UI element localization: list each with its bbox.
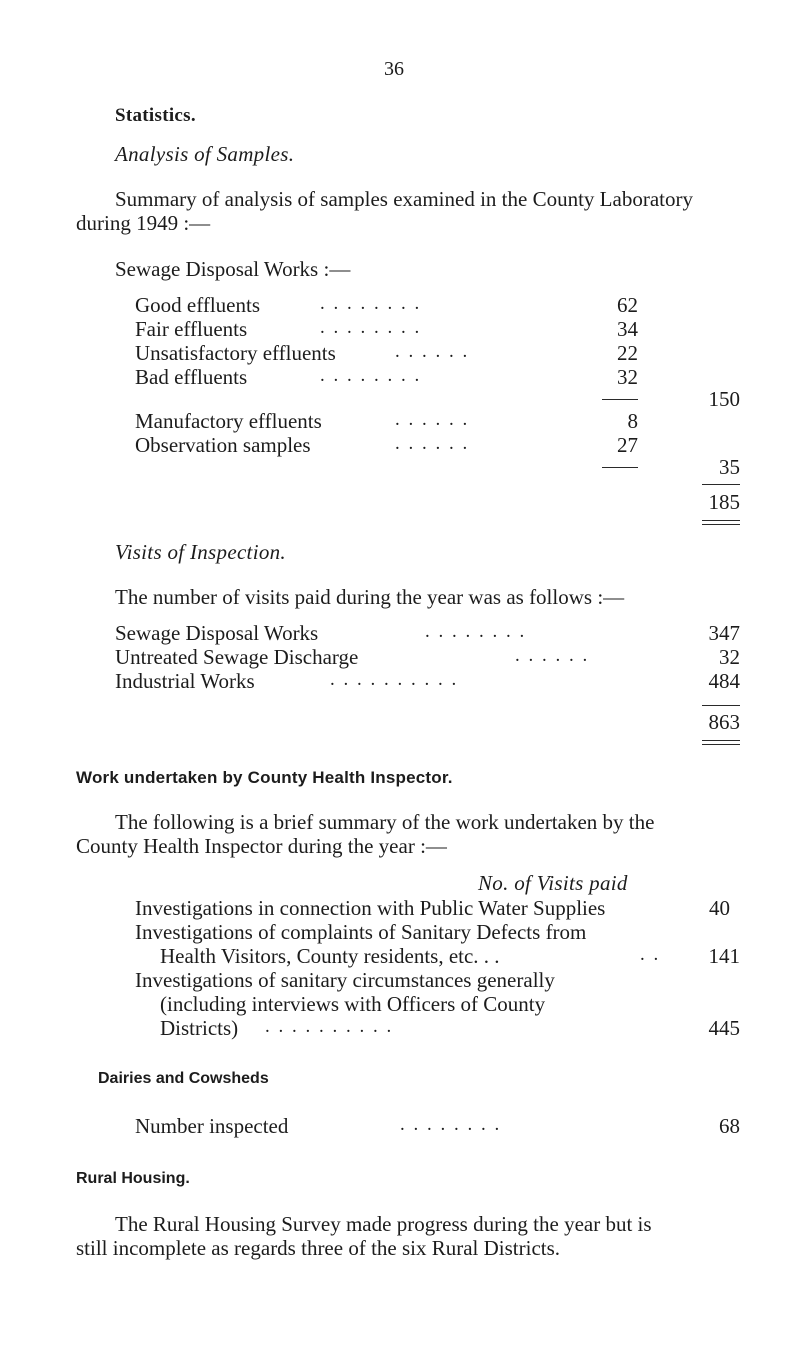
sewage-subtotal: 150 bbox=[708, 387, 740, 411]
work-item-1-value: 40 bbox=[709, 896, 730, 920]
subtotal-rule bbox=[602, 467, 638, 468]
row-label: Good effluents bbox=[135, 293, 261, 317]
row-value: 27 bbox=[617, 433, 638, 457]
sewage-disposal-label: Sewage Disposal Works :— bbox=[115, 257, 351, 281]
intro-line-1: Summary of analysis of samples examined in the County Laboratory bbox=[115, 187, 693, 211]
work-item-3-line-3: Districts) bbox=[160, 1016, 239, 1040]
dairies-label: Number inspected bbox=[135, 1114, 289, 1138]
row-value: 62 bbox=[617, 293, 638, 317]
rural-line-2: still incomplete as regards three of the six Rural Districts. bbox=[76, 1236, 561, 1260]
visit-row-label: Industrial Works bbox=[115, 669, 255, 693]
leader-dots: . . . . . . bbox=[395, 409, 470, 430]
row-label: Bad effluents bbox=[135, 365, 248, 389]
rural-line-1: The Rural Housing Survey made progress during the year but is bbox=[115, 1212, 652, 1236]
work-intro-line-2: County Health Inspector during the year :— bbox=[76, 834, 447, 858]
work-item-3-line-2: (including interviews with Officers of County bbox=[160, 992, 546, 1016]
work-item-3-line-1: Investigations of sanitary circumstances generally bbox=[135, 968, 555, 992]
visits-heading: Visits of Inspection. bbox=[115, 540, 286, 564]
visit-row-label: Untreated Sewage Discharge bbox=[115, 645, 359, 669]
leader-dots: . . . . . . . . bbox=[400, 1114, 502, 1135]
double-rule bbox=[702, 740, 740, 745]
row-value: 22 bbox=[617, 341, 638, 365]
row-value: 8 bbox=[627, 409, 638, 433]
subtotal-rule bbox=[602, 399, 638, 400]
dairies-heading: Dairies and Cowsheds bbox=[98, 1070, 269, 1087]
work-item-3-value: 445 bbox=[708, 1016, 740, 1040]
row-value: 32 bbox=[617, 365, 638, 389]
double-rule bbox=[702, 520, 740, 525]
leader-dots: . . . . . . . . bbox=[320, 317, 422, 338]
visits-paid-column-header: No. of Visits paid bbox=[478, 871, 628, 895]
leader-dots: . . . . . . bbox=[395, 433, 470, 454]
visit-row-label: Sewage Disposal Works bbox=[115, 621, 319, 645]
leader-dots: . . . . . . bbox=[395, 341, 470, 362]
leader-dots: . . . . . . . . bbox=[425, 621, 527, 642]
row-value: 34 bbox=[617, 317, 638, 341]
leader-dots: . . . . . . . . bbox=[320, 365, 422, 386]
work-intro-line-1: The following is a brief summary of the work undertaken by the bbox=[115, 810, 655, 834]
visit-row-value: 347 bbox=[708, 621, 740, 645]
work-item-2-line-2: Health Visitors, County residents, etc. . . bbox=[160, 944, 500, 968]
samples-total: 185 bbox=[708, 490, 740, 514]
work-item-1-label: Investigations in connection with Public Water Supplies bbox=[135, 896, 606, 920]
leader-dots: . . . . . . bbox=[515, 645, 590, 666]
leader-dots: . . . . . . . . . . bbox=[265, 1016, 394, 1037]
row-label: Fair effluents bbox=[135, 317, 248, 341]
analysis-subheading: Analysis of Samples. bbox=[115, 142, 295, 166]
page-number: 36 bbox=[384, 58, 404, 80]
dairies-value: 68 bbox=[719, 1114, 740, 1138]
leader-dots: . . bbox=[640, 944, 661, 965]
visit-row-value: 32 bbox=[719, 645, 740, 669]
visit-row-value: 484 bbox=[708, 669, 740, 693]
visits-intro: The number of visits paid during the year was as follows :— bbox=[115, 585, 625, 609]
visits-total: 863 bbox=[708, 710, 740, 734]
row-label: Observation samples bbox=[135, 433, 311, 457]
row-label: Manufactory effluents bbox=[135, 409, 322, 433]
work-item-2-value: 141 bbox=[708, 944, 740, 968]
other-subtotal: 35 bbox=[719, 455, 740, 479]
statistics-heading: Statistics. bbox=[115, 105, 196, 126]
row-label: Unsatisfactory effluents bbox=[135, 341, 336, 365]
intro-line-2: during 1949 :— bbox=[76, 211, 211, 235]
rural-housing-heading: Rural Housing. bbox=[76, 1170, 190, 1187]
total-rule bbox=[702, 705, 740, 706]
work-item-2-line-1: Investigations of complaints of Sanitary Defects from bbox=[135, 920, 587, 944]
work-heading: Work undertaken by County Health Inspector. bbox=[76, 768, 453, 787]
total-rule bbox=[702, 484, 740, 485]
leader-dots: . . . . . . . . bbox=[320, 293, 422, 314]
leader-dots: . . . . . . . . . . bbox=[330, 669, 459, 690]
